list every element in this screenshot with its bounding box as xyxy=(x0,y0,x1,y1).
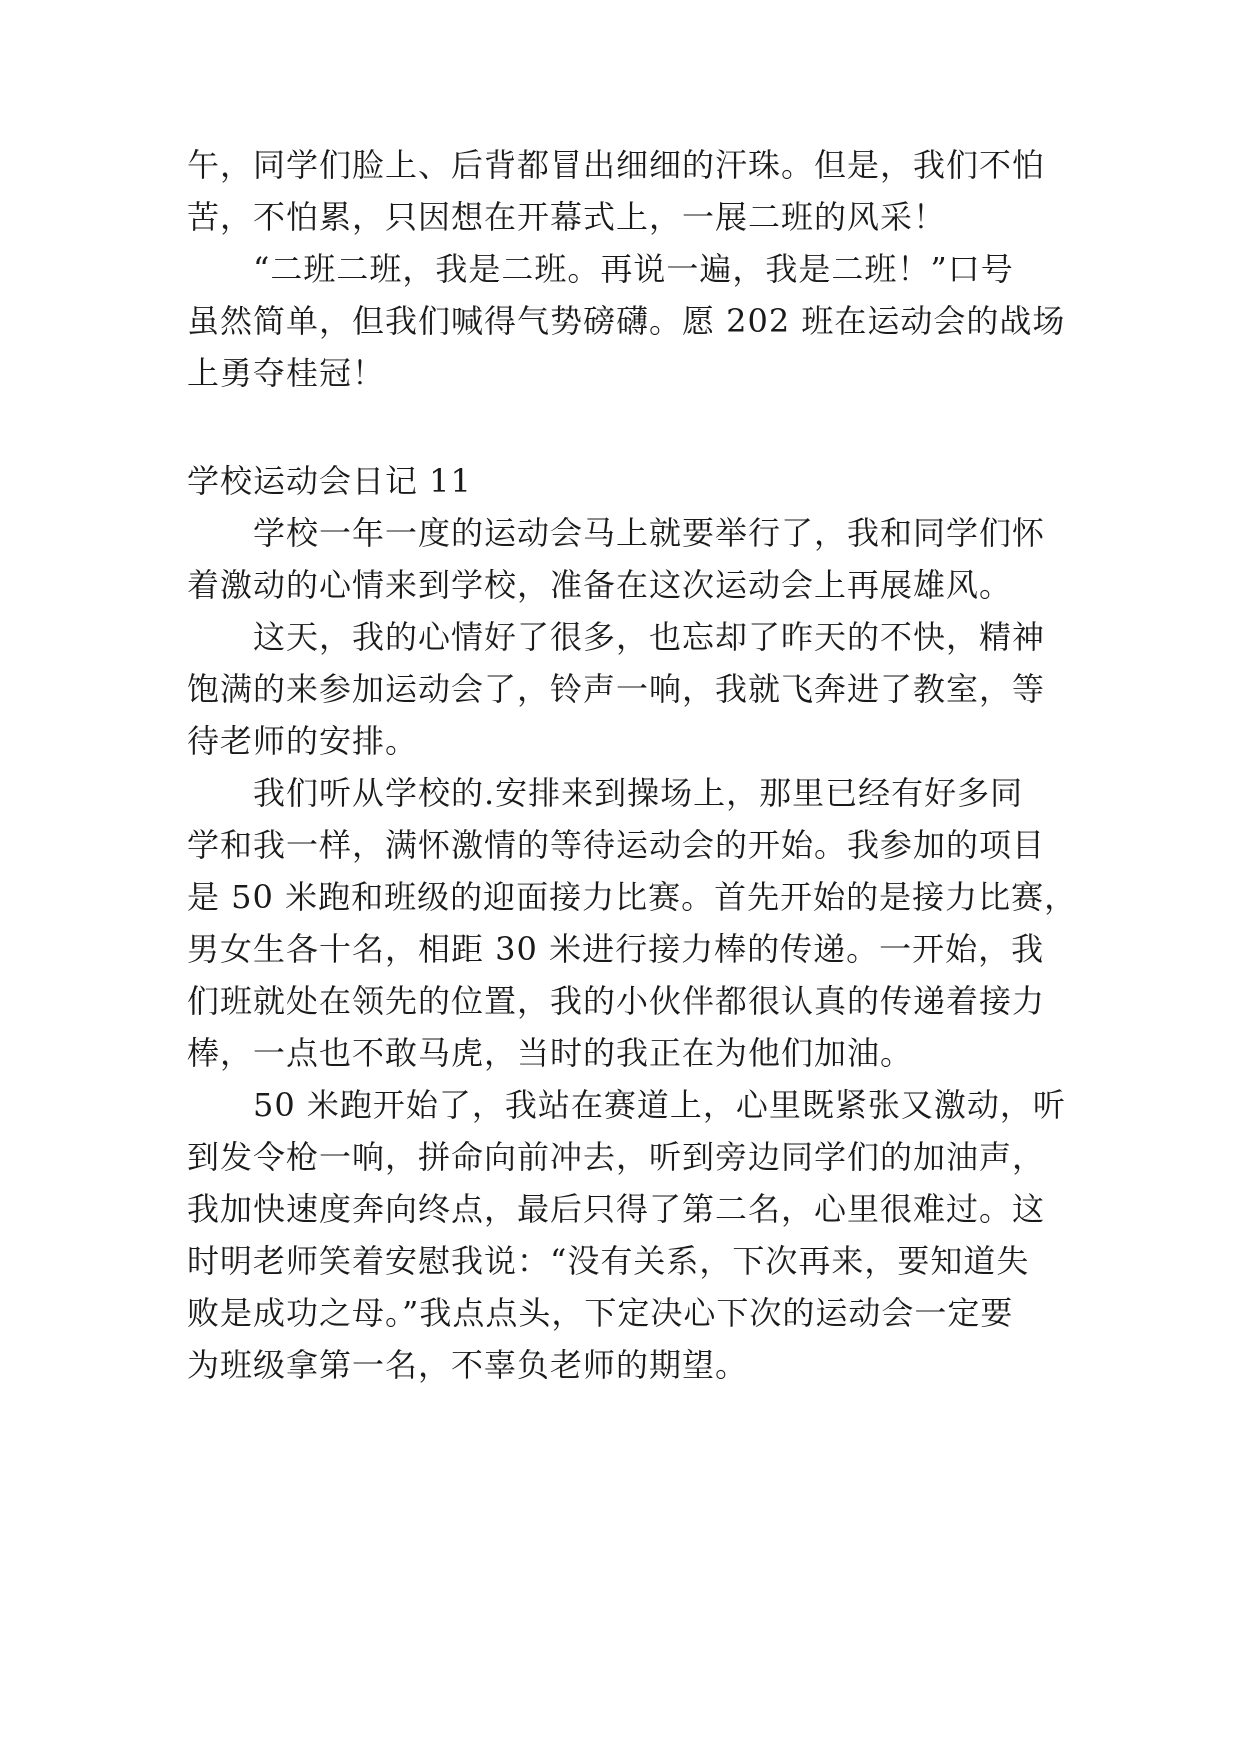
text-line: 午，同学们脸上、后背都冒出细细的汗珠。但是，我们不怕 xyxy=(187,146,1046,184)
text-line: 饱满的来参加运动会了，铃声一响，我就飞奔进了教室，等 xyxy=(187,670,1046,708)
text-line: 败是成功之母。”我点点头，下定决心下次的运动会一定要 xyxy=(187,1294,1014,1332)
text-line: 虽然简单，但我们喊得气势磅礴。愿 202 班在运动会的战场 xyxy=(187,302,1066,340)
text-line: 们班就处在领先的位置，我的小伙伴都很认真的传递着接力 xyxy=(187,982,1046,1020)
text-line: 这天，我的心情好了很多，也忘却了昨天的不快，精神 xyxy=(253,618,1046,656)
text-line: 为班级拿第一名，不辜负老师的期望。 xyxy=(187,1346,749,1384)
text-line: 是 50 米跑和班级的迎面接力比赛。首先开始的是接力比赛， xyxy=(187,878,1078,916)
text-line: 我们听从学校的.安排来到操场上，那里已经有好多同 xyxy=(253,774,1024,812)
text-line: 时明老师笑着安慰我说：“没有关系，下次再来，要知道失 xyxy=(187,1242,1030,1280)
text-line: 50 米跑开始了，我站在赛道上，心里既紧张又激动，听 xyxy=(253,1086,1066,1124)
text-line: 学校一年一度的运动会马上就要举行了，我和同学们怀 xyxy=(253,514,1046,552)
text-line: 棒，一点也不敢马虎，当时的我正在为他们加油。 xyxy=(187,1034,914,1072)
text-line: 男女生各十名，相距 30 米进行接力棒的传递。一开始，我 xyxy=(187,930,1045,968)
text-line: 到发令枪一响，拼命向前冲去，听到旁边同学们的加油声， xyxy=(187,1138,1046,1176)
text-line: 待老师的安排。 xyxy=(187,722,419,760)
text-line: 苦，不怕累，只因想在开幕式上，一展二班的风采！ xyxy=(187,198,947,236)
text-line: 我加快速度奔向终点，最后只得了第二名，心里很难过。这 xyxy=(187,1190,1046,1228)
text-line: 学和我一样，满怀激情的等待运动会的开始。我参加的项目 xyxy=(187,826,1046,864)
text-line: “二班二班，我是二班。再说一遍，我是二班！”口号 xyxy=(253,250,1014,288)
section-heading: 学校运动会日记 11 xyxy=(187,462,472,500)
text-line: 着激动的心情来到学校，准备在这次运动会上再展雄风。 xyxy=(187,566,1013,604)
text-line: 上勇夺桂冠！ xyxy=(187,354,386,392)
